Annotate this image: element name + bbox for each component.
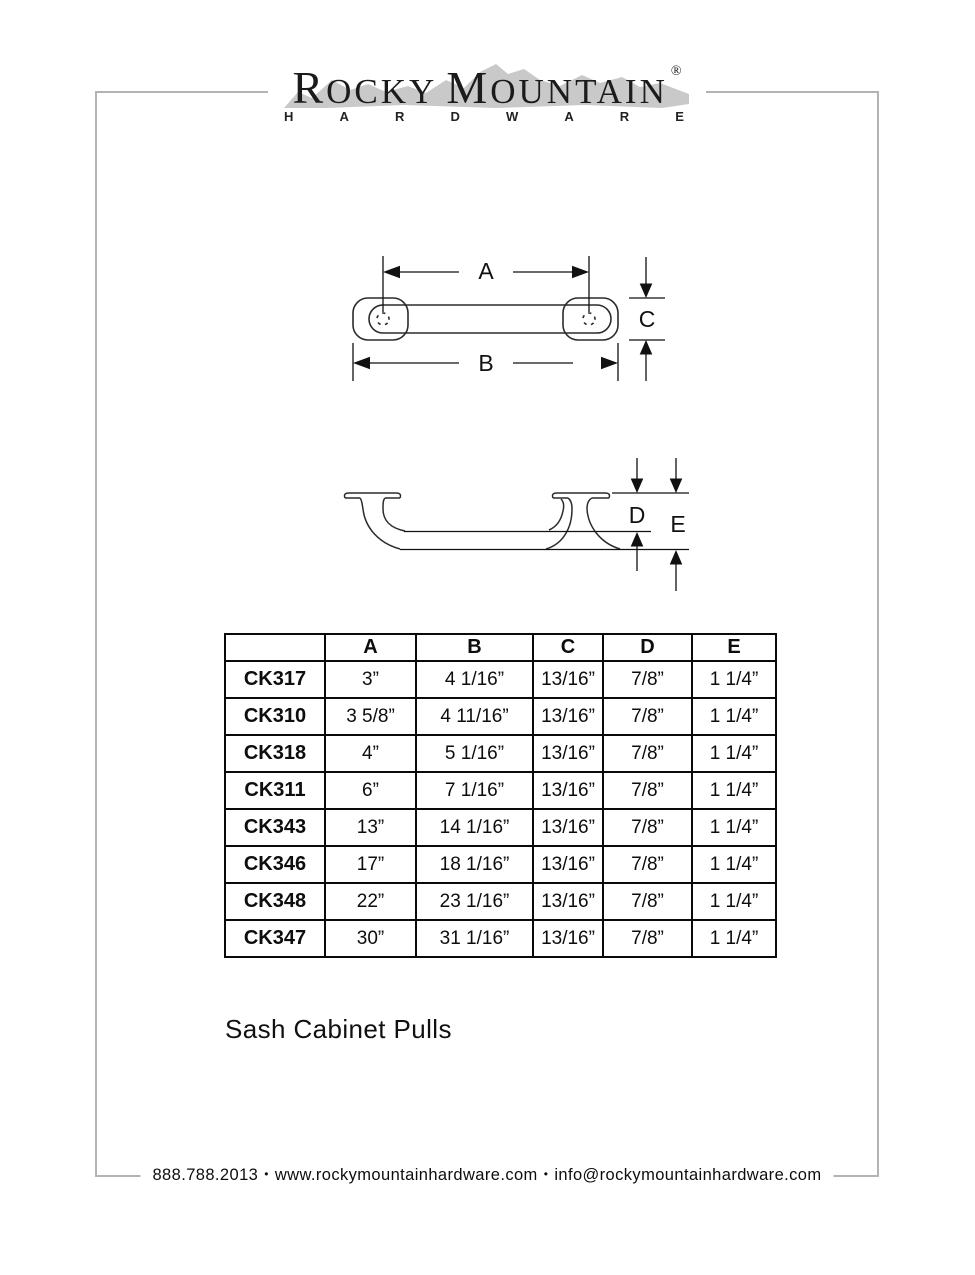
footer-separator: • [264,1167,269,1181]
dimension-label-b: B [478,350,494,376]
table-row [225,698,776,735]
column-header: A [325,634,416,661]
tagline-letter: E [675,109,684,124]
dimension-cell: 1 1/4” [692,735,776,772]
dimension-cell: 13/16” [533,698,603,735]
brand-word1-rest: OCKY [326,72,438,111]
model-cell: CK317 [225,661,325,698]
dimension-cell: 1 1/4” [692,920,776,957]
brand-wordmark [268,62,706,113]
brand-logo [268,52,706,132]
dimension-cell: 13” [325,809,416,846]
model-cell: CK348 [225,883,325,920]
dimension-cell: 13/16” [533,809,603,846]
table-row [225,846,776,883]
model-cell: CK346 [225,846,325,883]
table-row [225,735,776,772]
dimension-cell: 7/8” [603,809,692,846]
table-row [225,883,776,920]
tagline-letter: H [284,109,294,124]
dimension-cell: 1 1/4” [692,698,776,735]
tagline-letter: R [619,109,630,124]
dimension-cell: 4” [325,735,416,772]
model-cell: CK310 [225,698,325,735]
dimension-label-d: D [628,502,646,528]
dimension-cell: 22” [325,883,416,920]
tagline-letter: W [505,109,519,124]
dimension-cell: 6” [325,772,416,809]
product-title: Sash Cabinet Pulls [225,1014,452,1044]
dimension-cell: 14 1/16” [416,809,533,846]
dimension-cell: 3” [325,661,416,698]
dimension-cell: 7/8” [603,846,692,883]
column-header: E [692,634,776,661]
dimension-cell: 1 1/4” [692,883,776,920]
tagline-letter: D [450,109,460,124]
model-cell: CK343 [225,809,325,846]
dimension-cell: 13/16” [533,661,603,698]
dimension-cell: 13/16” [533,735,603,772]
pull-top-view-outline [353,298,618,340]
dimension-cell: 30” [325,920,416,957]
table-row [225,772,776,809]
dimension-cell: 1 1/4” [692,846,776,883]
dimension-lines [400,458,689,591]
dimension-cell: 3 5/8” [325,698,416,735]
brand-word2-rest: OUNTAIN [490,72,668,111]
dimension-cell: 13/16” [533,772,603,809]
footer-phone: 888.788.2013 [152,1166,259,1184]
table-row [225,809,776,846]
dimension-label-e: E [670,511,686,537]
footer-contact [140,1166,833,1185]
top-view-dimension-diagram [340,245,680,395]
dimension-cell: 23 1/16” [416,883,533,920]
dimension-cell: 7/8” [603,920,692,957]
footer-email: info@rockymountainhardware.com [554,1166,822,1184]
column-header: C [533,634,603,661]
dimension-cell: 13/16” [533,846,603,883]
table-row [225,661,776,698]
dimension-cell: 13/16” [533,920,603,957]
dimension-cell: 5 1/16” [416,735,533,772]
dimension-cell: 4 1/16” [416,661,533,698]
dimension-cell: 1 1/4” [692,772,776,809]
dimension-cell: 13/16” [533,883,603,920]
table-body [225,661,776,957]
dimension-cell: 31 1/16” [416,920,533,957]
footer-website: www.rockymountainhardware.com [274,1166,538,1184]
dimension-cell: 4 11/16” [416,698,533,735]
dimension-cell: 17” [325,846,416,883]
column-header: D [603,634,692,661]
pull-side-view-outline [345,493,621,549]
brand-word1-initial: R [292,62,327,113]
column-header [225,634,325,661]
dimension-cell: 18 1/16” [416,846,533,883]
dimension-label-a: A [478,258,494,284]
screw-hole-mark [375,311,392,328]
dimension-labels [478,258,655,376]
dimension-cell: 7 1/16” [416,772,533,809]
model-cell: CK347 [225,920,325,957]
brand-tagline-hardware [284,110,684,123]
dimension-cell: 7/8” [603,661,692,698]
dimension-cell: 1 1/4” [692,809,776,846]
dimensions-table [224,633,777,958]
model-cell: CK311 [225,772,325,809]
model-cell: CK318 [225,735,325,772]
dimension-cell: 1 1/4” [692,661,776,698]
dimension-arrowheads [353,266,652,369]
tagline-letter: R [394,109,405,124]
footer-separator: • [543,1167,549,1181]
dimension-cell: 7/8” [603,698,692,735]
dimension-label-c: C [638,306,656,332]
screw-hole-mark [581,311,598,328]
table-header-row [225,634,776,661]
tagline-letter: A [339,109,349,124]
column-header: B [416,634,533,661]
dimension-cell: 7/8” [603,883,692,920]
registered-trademark-symbol: ® [670,64,682,79]
side-view-dimension-diagram [335,450,700,600]
brand-word2-initial: M [446,62,491,113]
dimension-cell: 7/8” [603,735,692,772]
tagline-letter: A [564,109,574,124]
dimension-cell: 7/8” [603,772,692,809]
table-row [225,920,776,957]
